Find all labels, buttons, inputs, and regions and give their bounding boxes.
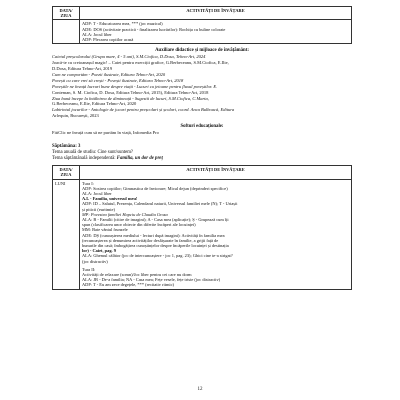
activity-line: ADP: T - Eu am zece degețele, *** (recitativ ritmic) — [82, 282, 175, 288]
day-label: LUNI — [55, 180, 66, 186]
aux-item: Ziua bună începe la întâlnirea de dimineață - Sugestii de lucuri, S.M.Ciofica, C.Marta, — [52, 95, 209, 101]
activity-line: (recunoașterea și denumirea activităților desfășurate în familie, a grijii față de — [82, 237, 219, 243]
activity-line: ALA: JB - De-a familia; NA - Casa mea; Fețe vesele, fețe triste (joc distractiv) — [82, 277, 221, 283]
theme-week-title: Familia, un dor de preț — [116, 156, 163, 162]
activity-line: lor) - Caiet, pag. 9 — [82, 248, 116, 254]
activity-line: ALA: Jocul liber — [82, 190, 112, 196]
aux-title: Auxiliare didactice și mijloace de învățământ: — [155, 48, 249, 54]
week-label: Săptămâna: 3 — [52, 144, 81, 150]
activity-line: Activități de relaxare (somn)/Joc liber pentru cei care nu dorm — [82, 271, 192, 277]
date-cell — [53, 20, 80, 44]
day-cell — [53, 179, 80, 289]
activities-table-top — [52, 6, 352, 44]
aux-item: Labirintul jocurilor - Antologie de jocuri pentru preșcolari și școlari, coord. Anca Bulboacă, Editura — [52, 107, 235, 113]
aux-item: G.Berbeceanu, E.Ilie, Editura Tehno-Art, 2020 — [52, 101, 137, 107]
activity-line: MP: Povestea familiei Hapciu de Claudia Groza — [82, 211, 168, 217]
activity-line: spun (clasificarea unor obiecte din diferite încăperi ale locuinței) — [82, 222, 196, 228]
theme-week-prefix: Tema săptămânală independentă: — [52, 156, 117, 162]
activities-table-bottom — [52, 165, 352, 289]
week-info — [52, 144, 352, 162]
header-activities: ACTIVITĂȚI DE ÎNVĂȚARE — [80, 7, 352, 20]
activity-line: bunurile din casă; îmbogățirea cunoștințelor despre încăperile locuinței și destinația — [82, 242, 229, 248]
aux-item: Joacă-te cu creioanașul magic! – Caiet pentru exerciții grafice, G.Berbeceanu, S.M.Ciofica, E.Ilie, — [52, 60, 229, 66]
header-date-day: DATA/ ZIUA — [53, 166, 80, 179]
software-line: FitiClic ne învață cum să ne purtăm în viață, Infomedia Pro — [52, 130, 159, 136]
aux-item: Poveștile ne învață lucruri bune despre viață - Lucuri cu jetoane pentru fluxul poveștilor. E. — [52, 83, 218, 89]
activities-cell — [80, 20, 352, 44]
page-number: 12 — [197, 387, 203, 392]
activity-line: (joc distractiv) — [82, 258, 108, 264]
aux-item: Cum ne comportăm - Poezii ilustrate, Editura Tehno-Art, 2020 — [52, 71, 166, 77]
activity-line: ALA: Ghemul călător (joc de intercunoaștere - joc 1, pag. 23); Ghici cine te-a strigat? — [82, 253, 233, 259]
theme-annual: Tema anuală de studiu: Cine sunt/suntem? — [52, 150, 134, 156]
software-title: Softuri educaționale: — [180, 124, 224, 130]
activity-line: A.L - Familia, universul meu! — [82, 196, 138, 202]
activity-line: ADP: Sosirea copiilor; Gimnastica de înviorare; Micul dejun (deprinderi specifice) — [82, 185, 228, 191]
activity-line: ALA: Jocul liber — [82, 31, 112, 37]
activity-line: ALA: B - Familii (citire de imagini); A - Casa mea (aplicație); Ș - Grupează cum îți — [82, 216, 229, 222]
document-page — [52, 6, 352, 290]
activity-line: ADP: Plecarea copiilor acasă — [82, 37, 134, 43]
aux-item: Arlequin, București, 2023 — [52, 113, 99, 119]
activity-line: ADE: DȘ (cunoașterea mediului - lecturi după imagini): Activități în familia mea — [82, 232, 225, 238]
shift-label: Tura I: — [82, 180, 94, 186]
aux-item: D.Dosa, Editura Tehno-Art, 2019 — [52, 66, 113, 72]
theme-week — [52, 156, 352, 162]
aux-item: Conteman, S. M. Ciofica, D. Dosa, Editura Tehno-Art, 2015), Editura Tehno-Art, 2018 — [52, 89, 209, 95]
header-activities: ACTIVITĂȚI DE ÎNVĂȚARE — [80, 166, 352, 179]
activity-line: ADP: ID – Salutul, Prezența, Calendarul naturii, Universul familiei mele (N); T - Uriașii — [82, 201, 238, 207]
activity-line: MM: Bate vântul frunzele — [82, 227, 128, 233]
activity-line: și piticii (euritmie) — [82, 206, 115, 212]
shift-label: Tura II: — [82, 266, 96, 272]
activities-cell — [80, 179, 352, 289]
aux-list — [52, 54, 352, 119]
activity-line: ADE: DOS (activitate practică - finalizarea lucrărilor): Rochița cu buline colorate — [82, 26, 226, 32]
aux-item: Caietul preșcolarului (Grupa mare, 4 - 5 ani), S.M.Ciofica, D.Dosa, Tehno-Art, 2024 — [52, 54, 206, 60]
aux-item: Povești cu care vrei să crești - Povești ilustrate, Editura Tehno-Art, 2018 — [52, 77, 184, 83]
header-date-day: DATA/ ZIUA — [53, 7, 80, 20]
activity-line: ADP: T - Educatoarea mea, *** (joc muzical) — [82, 21, 163, 27]
